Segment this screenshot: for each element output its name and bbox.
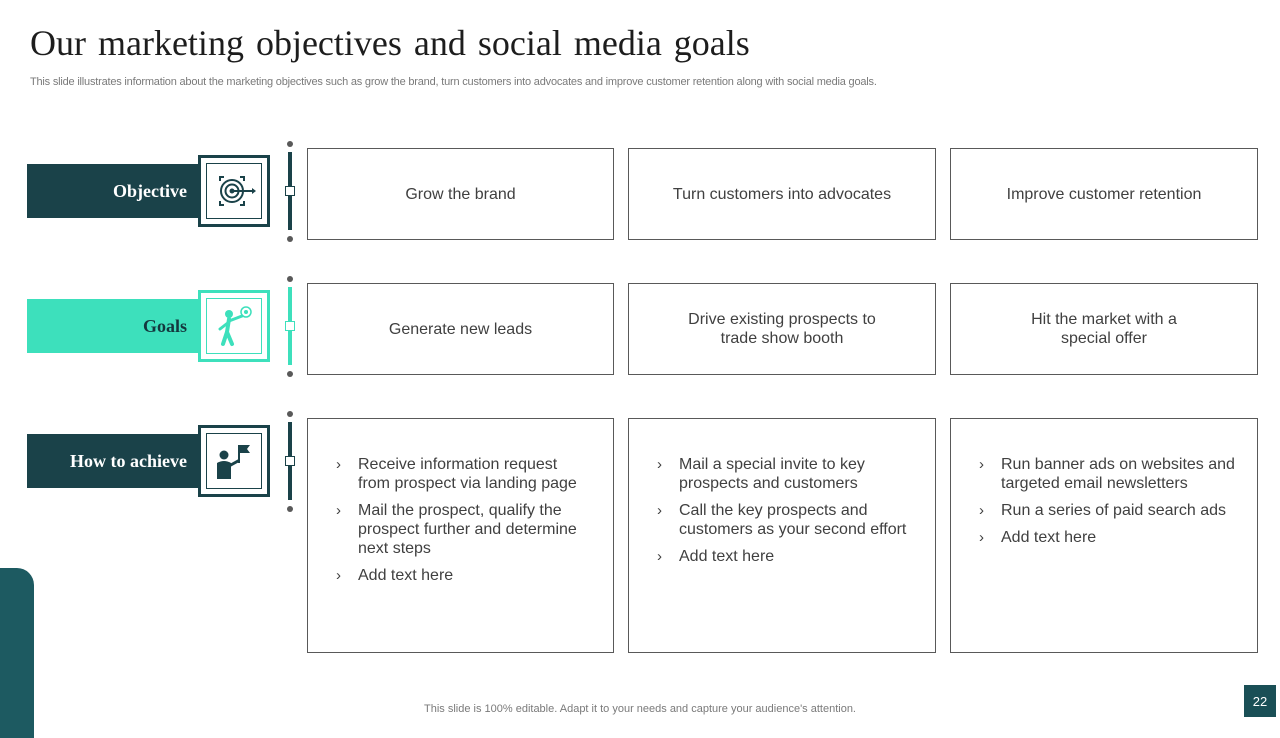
list-item-text: Run a series of paid search ads: [1001, 502, 1227, 519]
objective-connector-node: [285, 186, 295, 196]
achieve-card-3-list: [979, 455, 1237, 547]
achieve-icon-box: [198, 425, 270, 497]
person-target-icon: [206, 298, 262, 354]
list-item: [657, 547, 915, 566]
page-subtitle: This slide illustrates information about the marketing objectives such as grow the brand, turn customers into advocates and improve customer retention along with social media goals.: [30, 76, 877, 88]
list-item-text: Add text here: [679, 548, 775, 565]
chevron-right-icon: ›: [336, 567, 341, 584]
achieve-card-3: [950, 418, 1258, 653]
list-item: [979, 501, 1237, 520]
objective-icon-box: [198, 155, 270, 227]
chevron-right-icon: ›: [336, 456, 341, 473]
achieve-card-2: [628, 418, 936, 653]
chevron-right-icon: ›: [979, 529, 984, 546]
goals-icon-box: [198, 290, 270, 362]
goals-connector-dot-bottom: [287, 371, 293, 377]
goals-card-1: Generate new leads: [307, 283, 614, 375]
goals-label: Goals: [27, 299, 207, 353]
page-title: Our marketing objectives and social media goals: [30, 23, 750, 63]
objective-connector-dot-top: [287, 141, 293, 147]
objective-label: Objective: [27, 164, 207, 218]
list-item: [657, 501, 915, 539]
list-item: [979, 528, 1237, 547]
chevron-right-icon: ›: [657, 456, 662, 473]
achieve-card-1-list: [336, 455, 593, 585]
objective-card-1: Grow the brand: [307, 148, 614, 240]
list-item-text: Add text here: [358, 567, 454, 584]
list-item: [979, 455, 1237, 493]
list-item-text: Run banner ads on websites and targeted email newsletters: [1001, 456, 1235, 492]
goals-card-2: Drive existing prospects to trade show booth: [628, 283, 936, 375]
list-item: [336, 501, 593, 558]
list-item: [657, 455, 915, 493]
objective-card-2: Turn customers into advocates: [628, 148, 936, 240]
achieve-connector-dot-bottom: [287, 506, 293, 512]
objective-connector-dot-bottom: [287, 236, 293, 242]
goals-card-3: Hit the market with a special offer: [950, 283, 1258, 375]
chevron-right-icon: ›: [336, 502, 341, 519]
list-item: [336, 455, 593, 493]
chevron-right-icon: ›: [979, 456, 984, 473]
list-item-text: Receive information request from prospect via landing page: [358, 456, 577, 492]
list-item-text: Call the key prospects and customers as your second effort: [679, 502, 907, 538]
achieve-connector-dot-top: [287, 411, 293, 417]
goals-connector-dot-top: [287, 276, 293, 282]
list-item-text: Mail the prospect, qualify the prospect further and determine next steps: [358, 502, 577, 557]
target-icon: [206, 163, 262, 219]
achieve-card-2-list: [657, 455, 915, 566]
achieve-label: How to achieve: [27, 434, 207, 488]
list-item-text: Add text here: [1001, 529, 1097, 546]
person-flag-icon: [206, 433, 262, 489]
achieve-card-1: [307, 418, 614, 653]
page-number: 22: [1244, 685, 1276, 717]
chevron-right-icon: ›: [657, 548, 662, 565]
list-item-text: Mail a special invite to key prospects and customers: [679, 456, 865, 492]
chevron-right-icon: ›: [657, 502, 662, 519]
chevron-right-icon: ›: [979, 502, 984, 519]
achieve-connector-node: [285, 456, 295, 466]
objective-card-3: Improve customer retention: [950, 148, 1258, 240]
goals-connector-node: [285, 321, 295, 331]
footer-note: This slide is 100% editable. Adapt it to your needs and capture your audience's attention.: [424, 703, 856, 715]
list-item: [336, 566, 593, 585]
